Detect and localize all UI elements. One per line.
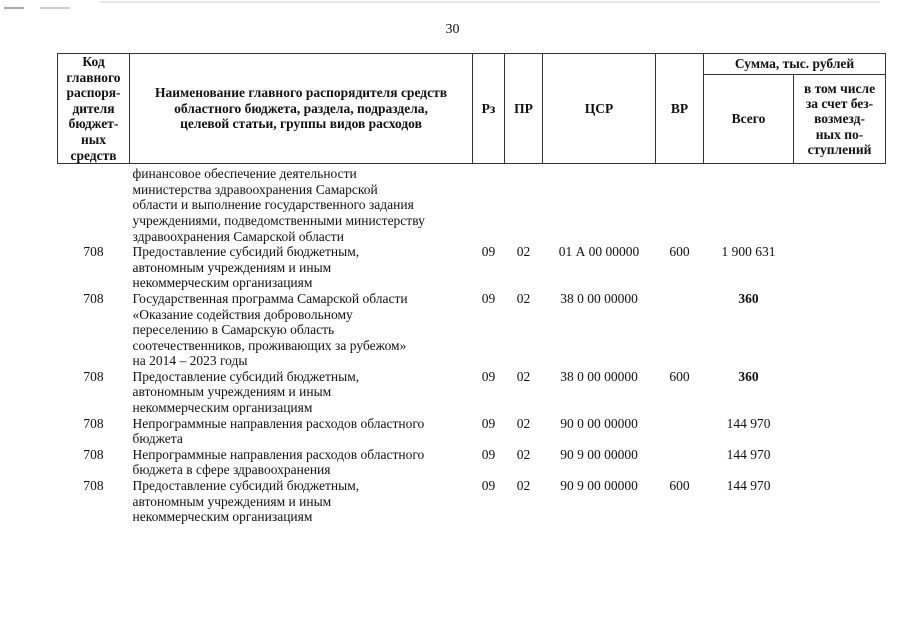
row-name: Непрограммные направления расходов областного бюджета [132,415,425,447]
row-rz: 09 [481,415,496,431]
row-name: финансовое обеспечение деятельности министерства здравоохранения Самарской области и выполнение государственного задания учреждениями, подведомственными министерству здравоохранения Самарской области [132,166,425,244]
table-row [58,164,886,244]
row-vr [656,447,704,478]
row-free [794,164,886,244]
row-pr [505,164,543,244]
row-free [794,447,886,478]
header-sum: Сумма, тыс. рублей [704,54,886,75]
page-number: 30 [445,22,460,37]
row-code: 708 [83,446,104,462]
row-code: 708 [83,290,104,306]
table-row [58,291,886,369]
row-total: 144 970 [726,415,771,431]
row-total: 360 [738,368,759,384]
row-name: Предоставление субсидий бюджетным, автономным учреждениям и иным некоммерческим организациям [132,478,360,525]
row-vr: 600 [669,368,690,384]
row-pr: 02 [516,244,531,260]
row-name: Предоставление субсидий бюджетным, автономным учреждениям и иным некоммерческим организациям [132,368,360,416]
row-code: 708 [83,244,104,260]
row-total: 144 970 [726,446,771,462]
header-free-receipts: в том числе за счет без- возмезд- ных по- ступлений [794,75,886,164]
row-rz: 09 [481,446,496,462]
row-rz: 09 [481,368,496,384]
row-rz [473,164,505,244]
table-row [58,369,886,416]
row-vr [656,164,704,244]
table-header [58,54,886,164]
row-csr: 90 0 00 00000 [560,415,638,431]
row-csr: 38 0 00 00000 [560,368,638,384]
row-pr: 02 [516,368,531,384]
header-total: Всего [704,75,794,164]
row-free [794,291,886,369]
table-body [58,164,886,525]
row-csr: 90 9 00 00000 [560,446,638,462]
row-name: Предоставление субсидий бюджетным, автономным учреждениям и иным некоммерческим организациям [132,244,360,291]
row-total [704,164,794,244]
row-csr [543,164,656,244]
row-pr: 02 [516,446,531,462]
row-name: Государственная программа Самарской области «Оказание содействия добровольному переселению в Самарскую область соотечественников, проживающих за рубежом» на 2014 – 2023 годы [132,290,408,369]
row-pr: 02 [516,415,531,431]
row-code: 708 [83,478,104,494]
table-row [58,416,886,447]
row-csr: 01 А 00 00000 [558,244,640,260]
header-name: Наименование главного распорядителя средств областного бюджета, раздела, подраздела, целевой статьи, группы видов расходов [130,54,473,164]
budget-table [57,53,886,525]
row-code: 708 [83,368,104,384]
row-csr: 90 9 00 00000 [560,478,638,494]
row-free [794,416,886,447]
row-pr: 02 [516,478,531,494]
row-free [794,244,886,291]
header-csr: ЦСР [543,54,656,164]
row-vr: 600 [669,244,690,260]
row-vr [656,416,704,447]
row-code: 708 [83,415,104,431]
row-rz: 09 [481,290,496,306]
row-csr: 38 0 00 00000 [560,290,638,306]
row-total: 1 900 631 [721,244,776,260]
row-name: Непрограммные направления расходов областного бюджета в сфере здравоохранения [132,446,425,478]
row-rz: 09 [481,478,496,494]
row-rz: 09 [481,244,496,260]
row-pr: 02 [516,290,531,306]
row-total: 360 [738,290,759,306]
row-vr [656,291,704,369]
row-free [794,478,886,525]
header-rz: Рз [473,54,505,164]
table-row [58,447,886,478]
table-row [58,244,886,291]
row-total: 144 970 [726,478,771,494]
row-free [794,369,886,416]
header-code: Код главного распоря- дителя бюджет- ных средств [58,54,130,164]
table-row [58,478,886,525]
row-code [58,164,130,244]
row-vr: 600 [669,478,690,494]
scan-edge-marks [0,0,905,12]
header-vr: ВР [656,54,704,164]
header-pr: ПР [505,54,543,164]
